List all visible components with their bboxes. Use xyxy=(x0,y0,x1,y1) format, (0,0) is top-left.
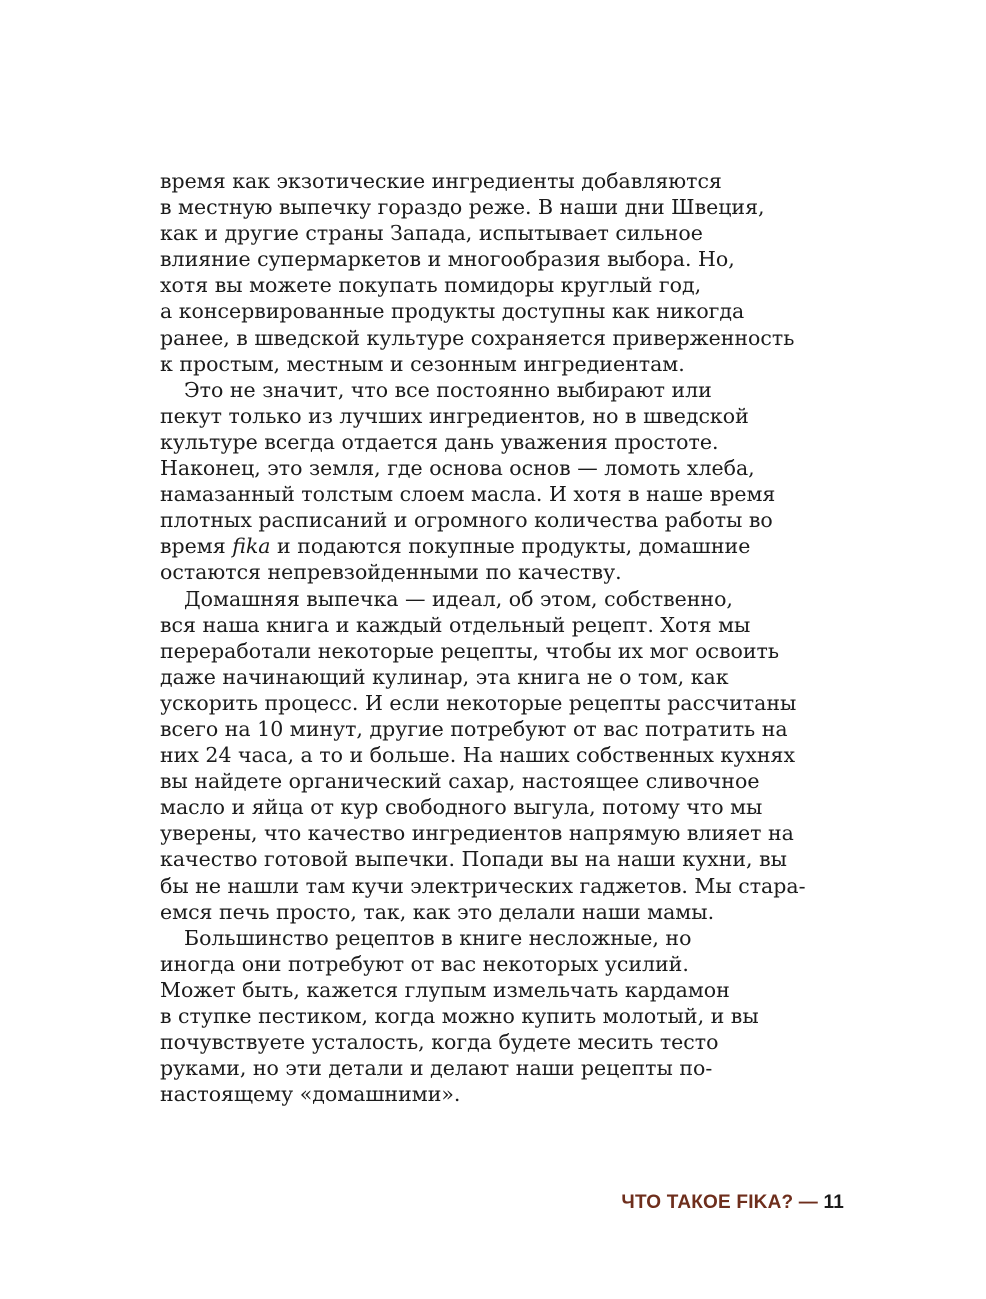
text-line: в ступке пестиком, когда можно купить молотый, и вы xyxy=(160,1004,759,1028)
text-line: намазанный толстым слоем масла. И хотя в наше время xyxy=(160,482,776,507)
text-line: Наконец, это земля, где основа основ — ломоть хлеба, xyxy=(160,456,755,481)
text-segment: и подаются покупные продукты, домашние xyxy=(270,534,751,559)
text-line: вы найдете органический сахар, настоящее сливочное xyxy=(160,769,760,794)
text-line: Большинство рецептов в книге несложные, но xyxy=(184,925,692,950)
text-line: ранее, в шведской культуре сохраняется приверженность xyxy=(160,325,795,350)
paragraph-2 xyxy=(160,377,860,586)
text-line: настоящему «домашними». xyxy=(160,1082,461,1107)
text-line: вся наша книга и каждый отдельный рецепт. Хотя мы xyxy=(160,612,751,637)
text-line: плотных расписаний и огромного количества работы во xyxy=(160,508,773,533)
page-number: 11 xyxy=(823,1192,844,1213)
paragraph-1 xyxy=(160,168,860,377)
text-line: качество готовой выпечки. Попади вы на наши кухни, вы xyxy=(160,847,787,872)
text-line: иногда они потребуют от вас некоторых усилий. xyxy=(160,951,689,976)
text-line: пекут только из лучших ингредиентов, но в шведской xyxy=(160,403,749,428)
text-line: Может быть, кажется глупым измельчать кардамон xyxy=(160,977,730,1002)
paragraph-3 xyxy=(160,586,860,925)
running-footer xyxy=(621,1192,844,1214)
text-segment: время xyxy=(160,534,233,559)
text-line: остаются непревзойденными по качеству. xyxy=(160,560,622,585)
text-line: почувствуете усталость, когда будете месить тесто xyxy=(160,1030,719,1055)
text-line: переработали некоторые рецепты, чтобы их мог освоить xyxy=(160,638,780,663)
body-text xyxy=(160,168,860,1107)
text-line: как и другие страны Запада, испытывает сильное xyxy=(160,221,703,246)
text-line-with-italic xyxy=(160,533,860,559)
text-line: культуре всегда отдается дань уважения простоте. xyxy=(160,429,719,454)
text-line: влияние супермаркетов и многообразия выбора. Но, xyxy=(160,247,735,272)
text-line: бы не нашли там кучи электрических гаджетов. Мы стара- xyxy=(160,873,806,898)
text-line: хотя вы можете покупать помидоры круглый год, xyxy=(160,273,702,298)
text-line: ускорить процесс. И если некоторые рецепты рассчитаны xyxy=(160,690,797,715)
text-line: них 24 часа, а то и больше. На наших собственных кухнях xyxy=(160,743,795,768)
text-line: масло и яйца от кур свободного выгула, потому что мы xyxy=(160,795,763,820)
text-line: всего на 10 минут, другие потребуют от вас потратить на xyxy=(160,716,788,741)
text-line: в местную выпечку гораздо реже. В наши дни Швеция, xyxy=(160,195,765,220)
text-line: время как экзотические ингредиенты добавляются xyxy=(160,169,722,193)
text-line: уверены, что качество ингредиентов напрямую влияет на xyxy=(160,821,794,846)
text-line: руками, но эти детали и делают наши рецепты по- xyxy=(160,1056,713,1081)
text-line: к простым, местным и сезонным ингредиентам. xyxy=(160,351,685,376)
text-line: а консервированные продукты доступны как никогда xyxy=(160,299,745,324)
text-line: емся печь просто, так, как это делали наши мамы. xyxy=(160,899,715,924)
chapter-title: ЧТО ТАКОЕ FIKA? xyxy=(621,1192,794,1213)
footer-separator: — xyxy=(793,1192,824,1213)
paragraph-4 xyxy=(160,925,860,1108)
italic-term-fika: fika xyxy=(232,534,271,559)
text-line: Домашняя выпечка — идеал, об этом, собственно, xyxy=(184,586,733,611)
text-line: Это не значит, что все постоянно выбирают или xyxy=(184,377,712,402)
text-line: даже начинающий кулинар, эта книга не о том, как xyxy=(160,664,729,689)
